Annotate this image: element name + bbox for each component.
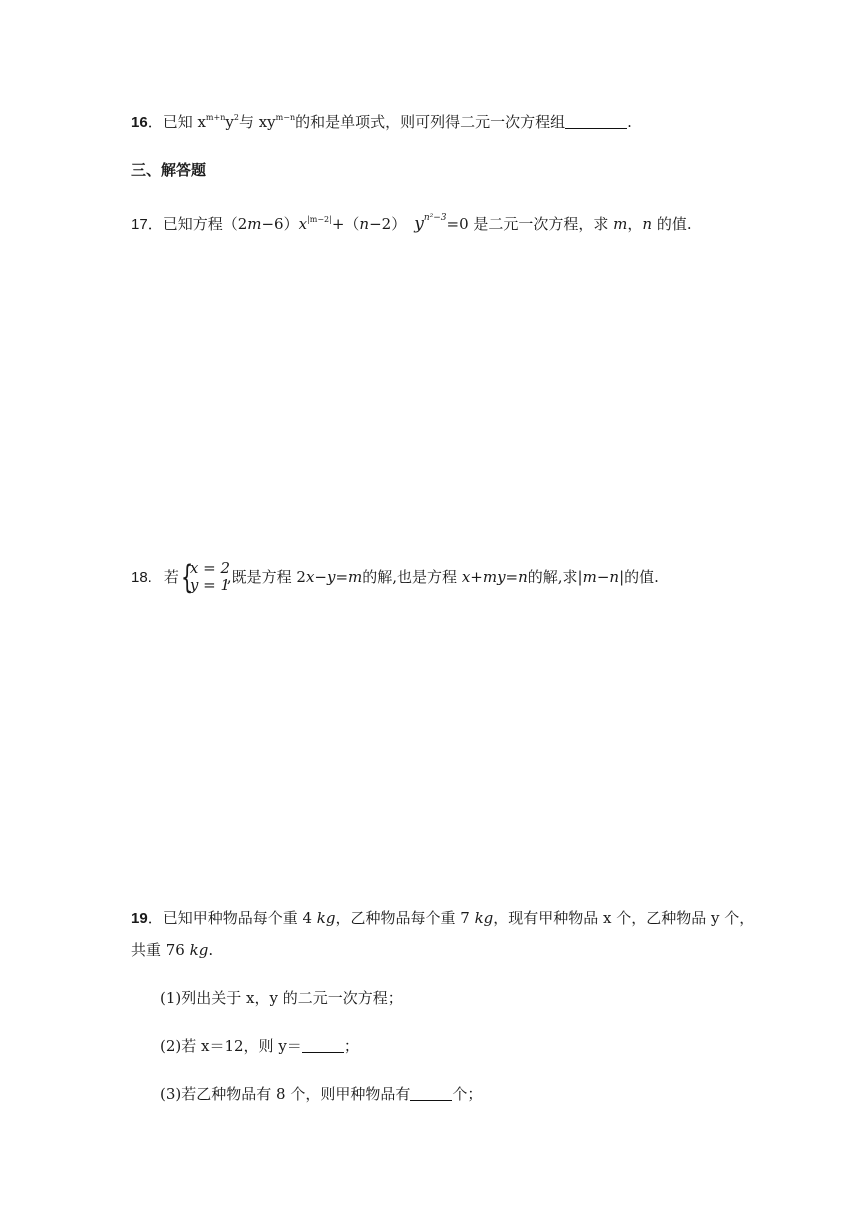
equation-1: x−y=m [305, 568, 363, 586]
question-number: 19 [131, 910, 148, 927]
question-number: 18. [131, 569, 152, 586]
q19-text: ，乙种物品每个重 7 [335, 909, 475, 927]
q19-text: ．已知甲种物品每个重 4 [147, 909, 317, 927]
equation-2: x+my=n [461, 568, 528, 586]
exponent-n-squared: n²−3 [423, 213, 447, 223]
question-17 [131, 214, 692, 235]
question-16 [131, 112, 632, 133]
unit-kg: kg [189, 941, 209, 959]
sub-question-2 [160, 1036, 359, 1056]
q16-mid-2: 与 xy [238, 113, 276, 131]
question-19-line-2 [131, 940, 213, 960]
left-brace-icon: { [180, 558, 194, 596]
q18-text: 的解,求| [527, 568, 583, 586]
section-heading: 三、解答题 [131, 161, 207, 179]
q17-text: =0 是二元一次方程，求 [446, 215, 614, 233]
q17-text: 的值. [652, 215, 692, 233]
exponent-abs: |m−2| [307, 215, 332, 224]
q18-text: ,既是方程 2 [226, 568, 306, 586]
sub-question-text: ； [343, 1037, 359, 1055]
q17-text: +（ [331, 215, 360, 233]
q19-text: ，现有甲种物品 x 个，乙种物品 y 个， [493, 909, 755, 927]
question-number: 16 [131, 114, 148, 131]
answer-blank[interactable] [302, 1038, 344, 1053]
equation-system [180, 558, 230, 596]
sub-question-text: (3)若乙种物品有 8 个，则甲种物品有 [160, 1085, 411, 1103]
q19-text: . [208, 941, 214, 959]
q17-text: ， [627, 215, 643, 233]
unit-kg: kg [316, 909, 336, 927]
q16-exponent-1: m+n [205, 113, 226, 122]
question-number: 17 [131, 216, 148, 233]
question-19-line-1 [131, 908, 754, 929]
question-18 [131, 558, 659, 596]
variable-n: n [642, 215, 653, 233]
q17-text: −2） [369, 215, 407, 233]
q16-end: . [627, 113, 632, 131]
q18-text: |的值. [619, 568, 659, 586]
q16-mid-1: y [225, 113, 234, 131]
q17-text: −6） [261, 215, 299, 233]
sub-question-3 [160, 1084, 482, 1104]
q18-text: 的解,也是方程 [362, 568, 462, 586]
sub-question-1: (1)列出关于 x，y 的二元一次方程； [160, 989, 403, 1007]
q16-exponent-3: m−n [275, 113, 296, 122]
system-row-2: y = 1 [189, 576, 230, 594]
variable-n: n [359, 215, 370, 233]
q16-suffix: 的和是单项式，则可列得二元一次方程组 [295, 113, 566, 131]
answer-blank[interactable] [565, 114, 627, 129]
q16-exponent-2: 2 [233, 113, 239, 122]
q18-text: 若 [163, 568, 179, 586]
sub-question-text: 个； [452, 1085, 483, 1103]
q17-text: ．已知方程（2 [147, 215, 248, 233]
unit-kg: kg [474, 909, 494, 927]
sub-question-text: (2)若 x＝12，则 y＝ [160, 1037, 302, 1055]
variable-m: m [613, 215, 628, 233]
system-row-1: x = 2 [189, 559, 230, 577]
expression-m-minus-n: m−n [582, 568, 620, 586]
variable-x: x [298, 215, 308, 233]
variable-m: m [247, 215, 262, 233]
q16-prefix: ．已知 x [147, 113, 206, 131]
variable-y: y [414, 214, 424, 234]
q19-text: 共重 76 [131, 941, 190, 959]
answer-blank[interactable] [410, 1086, 452, 1101]
